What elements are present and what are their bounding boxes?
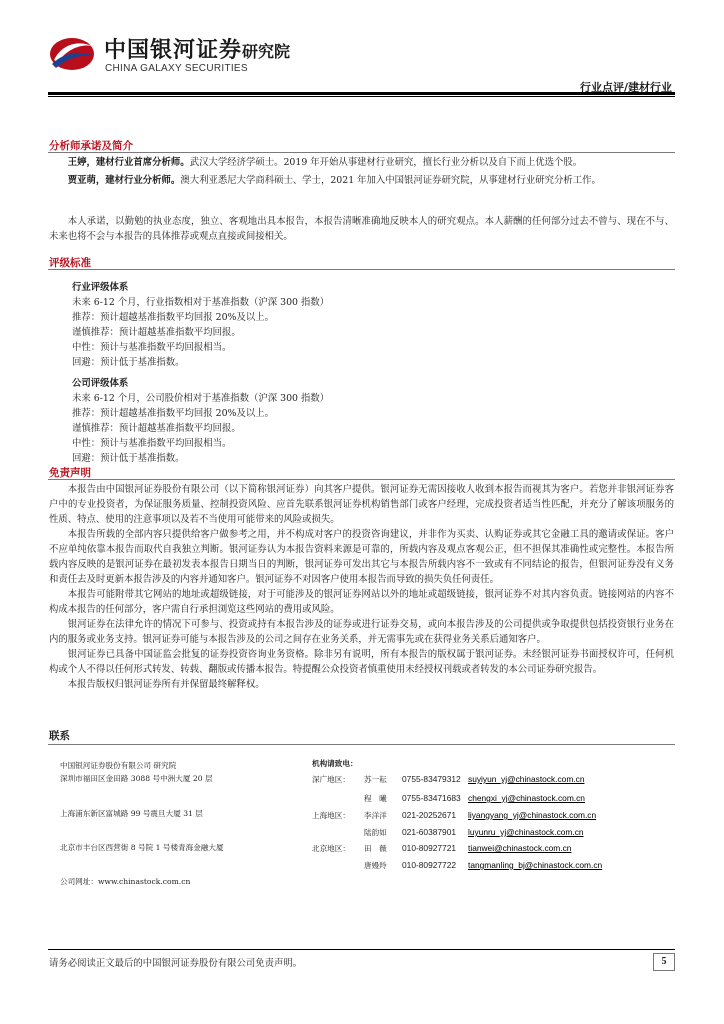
contact-name: 程 曦 (364, 794, 387, 803)
footer-disclaimer-note: 请务必阅读正文最后的中国银河证券股份有限公司免责声明。 (49, 958, 303, 969)
analyst-name: 王婷，建材行业首席分析师。 (67, 157, 190, 168)
contact-email-link[interactable]: tianwei@chinastock.com.cn (468, 843, 572, 853)
rating-section-title: 评级标准 (49, 257, 91, 269)
brand-dept: 研究院 (242, 42, 291, 61)
company-website[interactable]: 公司网址：www.chinastock.com.cn (60, 877, 191, 886)
contact-email-link[interactable]: suyiyun_yj@chinastock.com.cn (468, 774, 585, 784)
disclaimer-paragraph: 银河证券已具备中国证监会批复的证券投资咨询业务资格。除非另有说明，所有本报告的版权属于银河证券。未经银河证券书面授权许可，任何机构或个人不得以任何形式转发、转载、翻版或传播本报告。特提醒公众投资者慎重使用未经授权刊载或者转发的本公司证券研究报告。 (49, 649, 674, 675)
disclaimer-paragraph: 本报告所载的全部内容只提供给客户做参考之用，并不构成对客户的投资咨询建议，并非作为买卖、认购证券或其它金融工具的邀请或保证。客户不应单纯依靠本报告而取代自我独立判断。银河证券认为本报告资料来源是可靠的，所载内容及观点客观公正，但不担保其准确性或完整性。本报告所载内容反映的是银河证券在最初发表本报告日期当日的判断，银河证券可发出其它与本报告所载内容不一致或有不同结论的报告，但银河证券没有义务和责任去及时更新本报告涉及的内容并通知客户。银河证券不对因客户使用本报告而导致的损失负任何责任。 (49, 529, 674, 585)
brand-name-cn: 中国银河证券 (104, 38, 243, 63)
document-type-label: 行业点评/建材行业 (579, 81, 672, 94)
rating-line: 未来 6-12 个月，行业指数相对于基准指数（沪深 300 指数） (72, 297, 330, 308)
rating-line: 推荐：预计超越基准指数平均回报 20%及以上。 (72, 312, 274, 323)
analyst-bio (49, 173, 674, 188)
analyst-section-title: 分析师承诺及简介 (49, 140, 133, 152)
contact-phone: 021-20252671 (402, 810, 457, 820)
contact-phone: 010-80927722 (402, 860, 457, 870)
contact-email-link[interactable]: tangmanling_bj@chinastock.com.cn (468, 860, 603, 870)
contact-name: 陆韵如 (364, 828, 387, 837)
address-beijing: 北京市丰台区西营街 8 号院 1 号楼青海金融大厦 (60, 843, 224, 852)
analyst-bios (49, 155, 674, 188)
analyst-commitment (49, 214, 674, 244)
company-rating-head: 公司评级体系 (72, 378, 129, 389)
contact-name: 苏一耘 (364, 775, 387, 784)
footer-divider (48, 949, 675, 950)
industry-rating-block (72, 280, 329, 370)
contact-phone: 0755-83471683 (402, 793, 461, 803)
section-divider (48, 479, 675, 480)
commitment-text: 本人承诺，以勤勉的执业态度，独立、客观地出具本报告，本报告清晰准确地反映本人的研究观点。本人薪酬的任何部分过去不曾与、现在不与、未来也将不会与本报告的具体推荐或观点直接或间接相关。 (49, 216, 674, 242)
brand-name-en: CHINA GALAXY SECURITIES (105, 63, 248, 74)
header-divider (48, 92, 675, 95)
contact-email-link[interactable]: luyunru_yj@chinastock.com.cn (468, 827, 584, 837)
contact-region: 深广地区： (312, 775, 350, 784)
contact-row (312, 793, 585, 804)
institution-contact-title: 机构请致电： (312, 759, 358, 768)
contact-email-link[interactable]: liyangyang_yj@chinastock.com.cn (468, 810, 597, 820)
rating-line: 中性：预计与基准指数平均回报相当。 (72, 342, 232, 353)
address-shanghai: 上海浦东新区富城路 99 号震旦大厦 31 层 (60, 809, 203, 818)
section-divider (48, 744, 675, 745)
disclaimer-section-title: 免责声明 (49, 467, 91, 479)
contact-row (312, 774, 585, 785)
disclaimer-paragraph: 本报告可能附带其它网站的地址或超级链接，对于可能涉及的银河证券网站以外的地址或超级链接，银河证券不对其内容负责。链接网站的内容不构成本报告的任何部分，客户需自行承担浏览这些网站的费用或风险。 (49, 589, 674, 615)
rating-line: 推荐：预计超越基准指数平均回报 20%及以上。 (72, 408, 274, 419)
analyst-name: 贾亚萌，建材行业分析师。 (67, 175, 181, 186)
rating-line: 回避：预计低于基准指数。 (72, 453, 185, 464)
header-divider-thin (48, 96, 675, 97)
rating-line: 回避：预计低于基准指数。 (72, 357, 185, 368)
contact-row (312, 843, 571, 854)
rating-line: 谨慎推荐：预计超越基准指数平均回报。 (72, 423, 241, 434)
contact-phone: 021-60387901 (402, 827, 457, 837)
rating-line: 谨慎推荐：预计超越基准指数平均回报。 (72, 327, 241, 338)
disclaimer-paragraph: 银河证券在法律允许的情况下可参与、投资或持有本报告涉及的证券或进行证券交易，或向本报告涉及的公司提供或争取提供包括投资银行业务在内的服务或业务支持。银河证券可能与本报告涉及的公司之间存在业务关系，并无需事先或在获得业务关系后通知客户。 (49, 619, 674, 645)
company-rating-block (72, 376, 329, 466)
analyst-bio (49, 155, 674, 170)
contact-name: 田 薇 (364, 844, 387, 853)
company-name: 中国银河证券股份有限公司 研究院 (60, 761, 177, 770)
contact-row (312, 827, 584, 838)
contact-name: 李洋洋 (364, 811, 387, 820)
contact-name: 唐嫚羚 (364, 861, 387, 870)
galaxy-logo-icon (48, 34, 96, 74)
section-divider (48, 269, 675, 270)
contact-email-link[interactable]: chengxi_yj@chinastock.com.cn (468, 793, 585, 803)
section-divider (48, 152, 675, 153)
rating-line: 中性：预计与基准指数平均回报相当。 (72, 438, 232, 449)
disclaimer-paragraph: 本报告由中国银河证券股份有限公司（以下简称银河证券）向其客户提供。银河证券无需因接收人收到本报告而视其为客户。若您并非银河证券客户中的专业投资者，为保证服务质量、控制投资风险、应首先联系银河证券机构销售部门或客户经理，完成投资者适当性匹配，并充分了解该项服务的性质、特点、使用的注意事项以及若不当使用可能带来的风险或损失。 (49, 484, 674, 525)
contact-phone: 010-80927721 (402, 843, 457, 853)
contact-region: 北京地区： (312, 844, 350, 853)
contact-region: 上海地区： (312, 811, 350, 820)
contact-phone: 0755-83479312 (402, 774, 461, 784)
rating-line: 未来 6-12 个月，公司股价相对于基准指数（沪深 300 指数） (72, 393, 330, 404)
contact-section-title: 联系 (49, 730, 70, 742)
address-shenzhen: 深圳市福田区金田路 3088 号中洲大厦 20 层 (60, 774, 213, 783)
disclaimer-body (49, 482, 674, 692)
analyst-bio-text: 澳大利亚悉尼大学商科硕士、学士，2021 年加入中国银河证券研究院，从事建材行业研究分析工作。 (180, 175, 601, 186)
page-number: 5 (653, 953, 675, 971)
analyst-bio-text: 武汉大学经济学硕士。2019 年开始从事建材行业研究，擅长行业分析以及自下而上优选个股。 (189, 157, 583, 168)
disclaimer-paragraph: 本报告版权归银河证券所有并保留最终解释权。 (67, 679, 265, 690)
contact-row (312, 860, 602, 871)
contact-row (312, 810, 596, 821)
industry-rating-head: 行业评级体系 (72, 282, 129, 293)
